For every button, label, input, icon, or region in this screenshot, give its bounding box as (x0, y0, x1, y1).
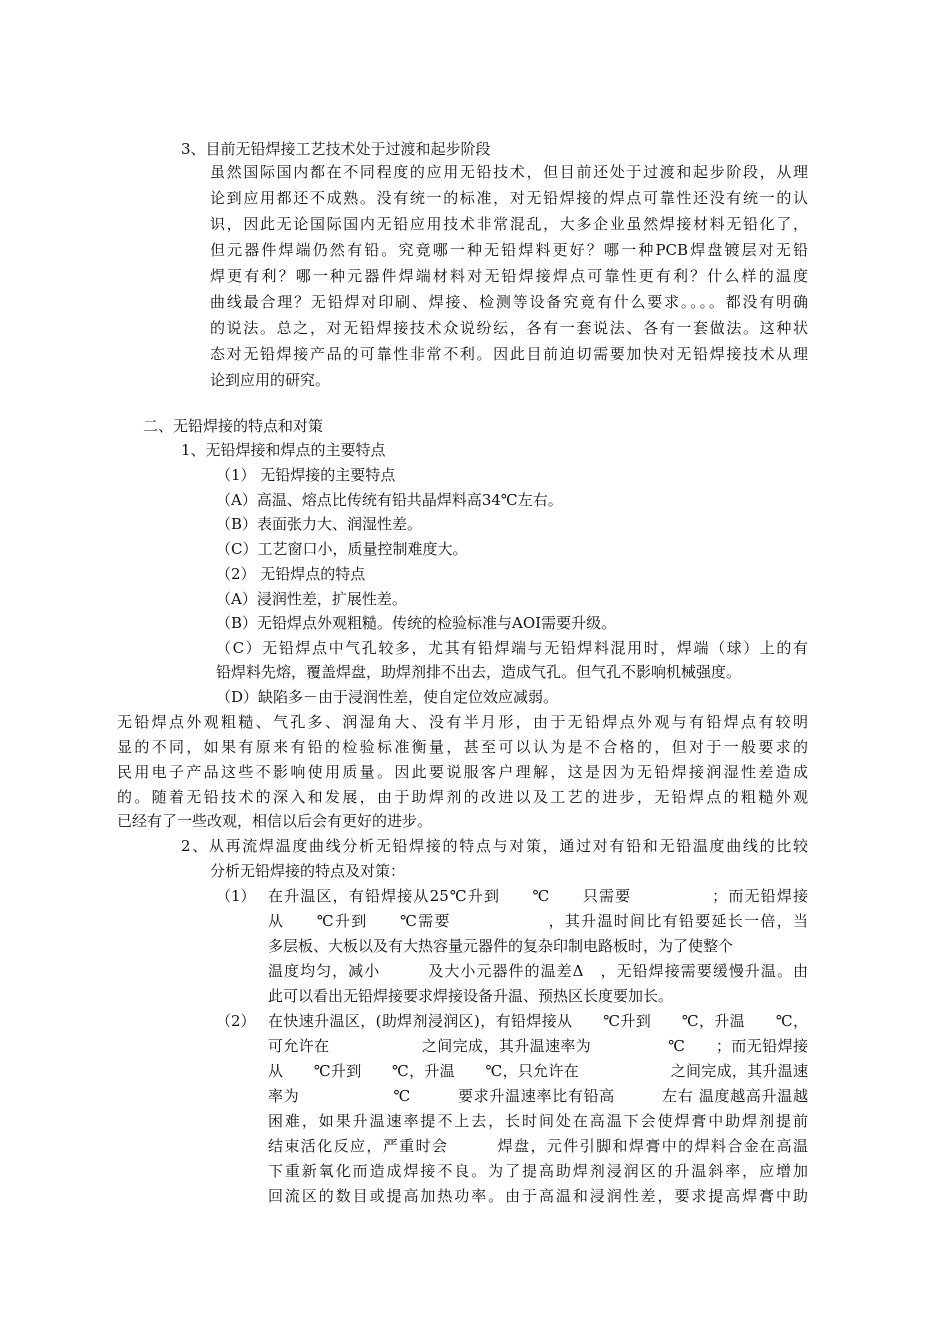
sub-1-item-7: （B）无铅焊点外观粗糙。传统的检验标准与AOI需要升级。 (216, 614, 617, 632)
section-3-heading: 3、目前无铅焊接工艺技术处于过渡和起步阶段 (181, 140, 491, 158)
paragraph-line-4: 的。随着无铅技术的深入和发展，由于助焊剂的改进以及工艺的进步，无铅焊点的粗糙外观 (117, 788, 808, 806)
sub-1-item-6: （A）浸润性差，扩展性差。 (216, 590, 407, 608)
section-3-line-2: 论到应用都还不成熟。没有统一的标准，对无铅焊接的焊点可靠性还没有统一的认 (210, 189, 808, 207)
section-3-line-4: 但元器件焊端仍然有铅。究竟哪一种无铅焊料更好？哪一种PCB焊盘镀层对无铅 (210, 241, 808, 259)
sub-2-item-1-line-1: 在升温区，有铅焊接从25℃升到 ℃ 只需要 ；而无铅焊接 (268, 887, 808, 905)
sub-2-heading-line-1: 2、从再流焊温度曲线分析无铅焊接的特点与对策，通过对有铅和无铅温度曲线的比较 (181, 837, 808, 855)
sub-2-item-2-line-8: 回流区的数目或提高加热功率。由于高温和浸润性差，要求提高焊膏中助 (268, 1187, 808, 1205)
sub-2-item-1-line-4: 温度均匀，减小 及大小元器件的温差Δ ，无铅焊接需要缓慢升温。由 (268, 962, 808, 980)
paragraph-line-1: 无铅焊点外观粗糙、气孔多、润湿角大、没有半月形，由于无铅焊点外观与有铅焊点有较明 (117, 713, 808, 731)
sub-2-item-2-line-2: 可允许在 之间完成，其升温速率为 ℃ ；而无铅焊接 (268, 1037, 808, 1055)
sub-2-item-2-line-3: 从 ℃升到 ℃，升温 ℃，只允许在 之间完成，其升温速 (268, 1062, 808, 1080)
sub-1-item-10: （D）缺陷多－由于浸润性差，使自定位效应减弱。 (216, 688, 559, 706)
section-3-line-3: 识，因此无论国际国内无铅应用技术非常混乱，大多企业虽然焊接材料无铅化了， (210, 215, 808, 233)
section-3-line-1: 虽然国际国内都在不同程度的应用无铅技术，但目前还处于过渡和起步阶段，从理 (210, 163, 808, 181)
sub-1-item-4: （C）工艺窗口小，质量控制难度大。 (216, 540, 468, 558)
section-3-line-8: 态对无铅焊接产品的可靠性非常不利。因此目前迫切需要加快对无铅焊接技术从理 (210, 345, 808, 363)
sub-2-item-2-line-7: 下重新氧化而造成焊接不良。为了提高助焊剂浸润区的升温斜率，应增加 (268, 1162, 808, 1180)
sub-1-item-8: （C）无铅焊点中气孔较多，尤其有铅焊端与无铅焊料混用时，焊端（球）上的有 (216, 639, 808, 657)
section-3-line-5: 焊更有利？哪一种元器件焊端材料对无铅焊接焊点可靠性更有利？什么样的温度 (210, 267, 808, 285)
sub-2-item-2-label: （2） (216, 1012, 256, 1030)
sub-1-heading: 1、无铅焊接和焊点的主要特点 (181, 441, 386, 459)
sub-2-item-2-line-1: 在快速升温区，(助焊剂浸润区)，有铅焊接从 ℃升到 ℃，升温 ℃， (268, 1012, 808, 1030)
sub-2-item-2-line-4: 率为 ℃ 要求升温速率比有铅高 左右 温度越高升温越 (268, 1087, 808, 1105)
sub-2-item-1-line-5: 此可以看出无铅焊接要求焊接设备升温、预热区长度要加长。 (268, 987, 674, 1005)
section-3-line-6: 曲线最合理？无铅焊对印刷、焊接、检测等设备究竟有什么要求。。。。都没有明确 (210, 293, 808, 311)
sub-1-item-3: （B）表面张力大、润湿性差。 (216, 515, 423, 533)
sub-2-item-1-label: （1） (216, 887, 256, 905)
section-3-line-9: 论到应用的研究。 (210, 371, 331, 389)
sub-1-item-2: （A）高温、熔点比传统有铅共晶焊料高34℃左右。 (216, 491, 563, 509)
sub-2-item-2-line-5: 困难，如果升温速率提不上去，长时间处在高温下会使焊膏中助焊剂提前 (268, 1112, 808, 1130)
paragraph-line-5: 已经有了一些改观，相信以后会有更好的进步。 (117, 812, 433, 830)
sub-2-item-1-line-3: 多层板、大板以及有大热容量元器件的复杂印制电路板时，为了使整个 (268, 937, 734, 955)
sub-2-heading-line-2: 分析无铅焊接的特点及对策： (210, 862, 406, 880)
sub-1-item-5: （2） 无铅焊点的特点 (216, 565, 366, 583)
paragraph-line-2: 显的不同，如果有原来有铅的检验标准衡量，甚至可以认为是不合格的，但对于一般要求的 (117, 738, 808, 756)
paragraph-line-3: 民用电子产品这些不影响使用质量。因此要说服客户理解，这是因为无铅焊接润湿性差造成 (117, 763, 808, 781)
sub-2-item-1-line-2: 从 ℃升到 ℃需要 ，其升温时间比有铅要延长一倍，当 (268, 912, 808, 930)
sub-2-item-2-line-6: 结束活化反应，严重时会 焊盘，元件引脚和焊膏中的焊料合金在高温 (268, 1137, 808, 1155)
section-3-line-7: 的说法。总之，对无铅焊接技术众说纷纭，各有一套说法、各有一套做法。这种状 (210, 319, 808, 337)
sub-1-item-1: （1） 无铅焊接的主要特点 (216, 466, 396, 484)
sub-1-item-9: 铅焊料先熔，覆盖焊盘，助焊剂排不出去，造成气孔。但气孔不影响机械强度。 (216, 663, 742, 681)
part-2-heading: 二、无铅焊接的特点和对策 (143, 417, 324, 435)
